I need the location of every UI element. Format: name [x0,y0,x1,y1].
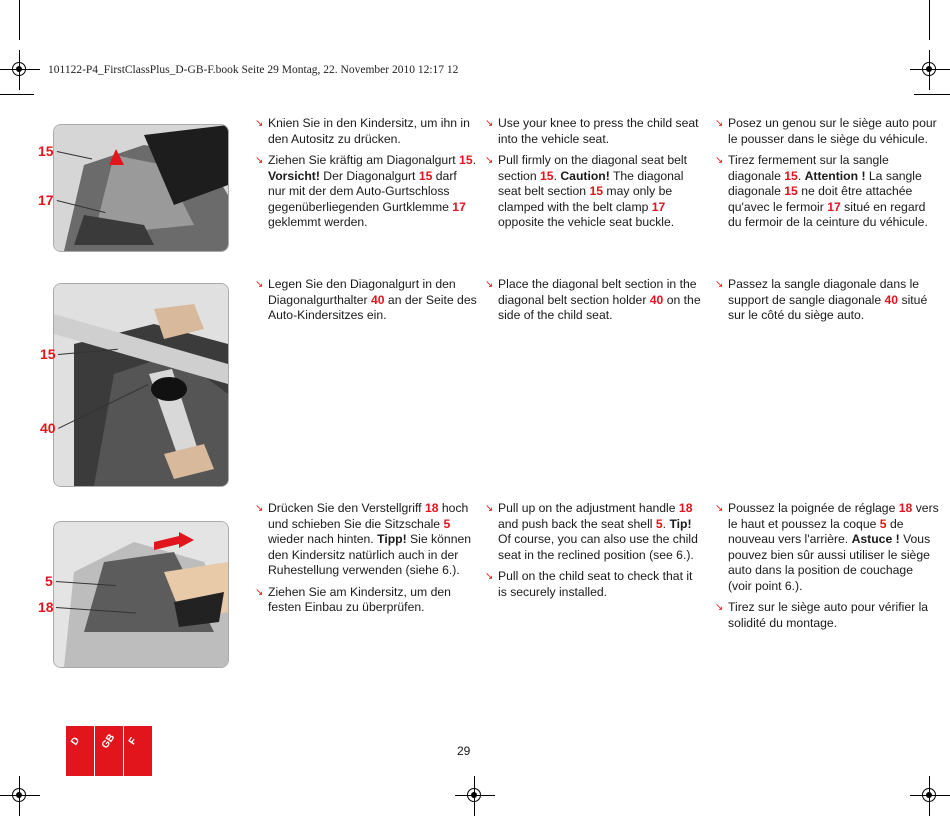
warning-label: Vorsicht! [268,168,320,183]
arrow-bullet-icon: ↘ [255,503,264,514]
part-number: 17 [452,199,466,214]
arrow-bullet-icon: ↘ [715,155,724,166]
instruction-text: Vous pouvez bien sûr aussi utiliser le siège auto dans la position de couchage (voir point 6.). [728,532,931,593]
registration-mark-bottom-right [910,776,950,816]
instruction-text: . [553,168,561,183]
instruction-text: ne doit être attachée qu'avec le fermoir [728,184,913,214]
instruction-item [255,501,477,579]
instruction-text: wieder nach hinten. [268,532,378,546]
instruction-text: on the side of the child seat. [498,292,701,322]
instruction-item [485,501,701,563]
instruction-text: . [662,516,670,531]
part-number: 15 [418,168,433,183]
instruction-text: Use your knee to press the child seat into the vehicle seat. [498,116,699,146]
instruction-text: Pull up on the adjustment handle [498,501,679,515]
section-2-fr [715,277,939,330]
instruction-item [485,116,701,147]
arrow-bullet-icon: ↘ [255,155,264,166]
part-number: 18 [898,501,913,515]
part-number: 40 [884,292,899,307]
instruction-text: Place the diagonal belt section in the diagonal belt section holder [498,277,697,307]
instruction-text: The diagonal seat belt section [498,168,684,198]
part-number: 15 [540,168,554,183]
photo-step-2 [53,283,229,487]
part-number: 5 [879,516,887,531]
instruction-text: Of course, you can also use the child seat in the reclined position (see 6.). [498,532,698,562]
arrow-bullet-icon: ↘ [715,503,724,514]
part-number: 15 [784,168,798,183]
callout-17: 17 [38,192,54,208]
lang-tab-label: D [69,735,83,748]
instruction-text: Ziehen Sie kräftig am Diagonalgurt [268,153,460,167]
instruction-text: Pull firmly on the diagonal seat belt section [498,153,688,183]
instruction-text: Poussez la poignée de réglage [728,501,899,515]
belt-holder-illustration [54,284,228,486]
instruction-text: darf nur mit der dem Auto-Gurtschloss gegenüberliegenden Gurtklemme [268,168,457,214]
arrow-bullet-icon: ↘ [485,118,494,129]
callout-15: 15 [38,143,54,159]
part-number: 40 [370,292,385,307]
trim-line [0,94,34,95]
registration-mark-top-left [0,50,40,90]
warning-label: Attention ! [804,168,866,183]
section-3-de [255,501,477,622]
page-number: 29 [457,744,471,758]
trim-line [929,0,930,40]
trim-line [19,0,20,40]
instruction-text: Drücken Sie den Verstellgriff [268,501,425,515]
registration-mark-bottom-left [0,776,40,816]
section-1-fr [715,116,939,237]
part-number: 40 [649,292,664,307]
lang-tab-d [66,726,94,776]
registration-mark-bottom-center [455,776,495,816]
section-2-de [255,277,477,330]
trim-line [914,94,950,95]
part-number: 17 [827,199,841,214]
instruction-item [255,585,477,616]
instruction-item [715,153,939,231]
instruction-item [715,501,939,594]
instruction-item [715,600,939,631]
part-number: 15 [459,153,473,167]
section-3-en [485,501,701,606]
registration-mark-top-right [910,50,950,90]
instruction-text: Legen Sie den Diagonalgurt in den Diagonalgurthalter [268,277,456,307]
instruction-text: may only be clamped with the belt clamp [498,184,673,214]
arrow-bullet-icon: ↘ [715,118,724,129]
arrow-bullet-icon: ↘ [485,503,494,514]
section-3-fr [715,501,939,637]
instruction-item [255,116,477,147]
print-header: 101122-P4_FirstClassPlus_D-GB-F.book Seite 29 Montag, 22. November 2010 12:17 12 [48,64,459,76]
photo-step-1 [53,124,229,252]
part-number: 15 [784,184,798,198]
instruction-item [255,277,477,324]
warning-label: Astuce ! [851,532,900,546]
warning-label: Tip! [669,516,692,531]
warning-label: Tipp! [377,532,407,546]
instruction-text: geklemmt werden. [268,215,368,229]
instruction-text: Der Diagonalgurt [319,168,419,183]
lang-tab-label: F [126,735,140,748]
arrow-bullet-icon: ↘ [485,155,494,166]
warning-label: Caution! [560,168,610,183]
instruction-item [485,277,701,324]
section-1-en [485,116,701,237]
arrow-bullet-icon: ↘ [255,279,264,290]
instruction-text: Ziehen Sie am Kindersitz, um den festen Einbau zu überprüfen. [268,584,451,614]
instruction-text: Tirez fermement sur la sangle diagonale [728,153,889,183]
instruction-text: La sangle diagonale [728,168,922,198]
instruction-item [715,277,939,324]
lang-tab-label: GB [99,732,118,751]
lang-tab-f [124,726,152,776]
part-number: 17 [651,199,666,214]
callout-18: 18 [38,599,54,615]
instruction-text: Knien Sie in den Kindersitz, um ihn in den Autositz zu drücken. [268,116,470,146]
arrow-bullet-icon: ↘ [485,279,494,290]
seat-adjust-illustration [54,522,228,667]
instruction-text: . [797,168,805,183]
arrow-bullet-icon: ↘ [715,602,724,613]
part-number: 5 [655,516,663,531]
instruction-text: situé sur le côté du siège auto. [728,292,928,322]
instruction-item [485,153,701,231]
instruction-item [485,569,701,600]
photo-step-3 [53,521,229,668]
instruction-text: de nouveau vers l'arrière. [728,516,904,546]
part-number: 18 [424,501,439,515]
instruction-item [715,116,939,147]
callout-40: 40 [40,420,56,436]
part-number: 18 [678,501,693,515]
arrow-bullet-icon: ↘ [255,586,264,598]
instruction-text: hoch und schieben Sie die Sitzschale [268,501,469,531]
part-number: 5 [443,516,451,531]
instruction-text: opposite the vehicle seat buckle. [498,215,675,229]
instruction-text: Sie können den Kindersitz natürlich auch in der Ruhestellung verwenden (siehe 6.). [268,532,472,577]
lang-tab-gb [95,726,123,776]
instruction-text: vers le haut et poussez la coque [728,501,939,531]
instruction-item [255,153,477,231]
child-seat-illustration [54,125,228,251]
part-number: 15 [589,184,604,198]
callout-15: 15 [40,346,56,362]
instruction-text: Posez un genou sur le siège auto pour le pousser dans le siège du véhicule. [728,116,937,146]
instruction-text: . [472,153,476,167]
instruction-text: Passez la sangle diagonale dans le support de sangle diagonale [728,277,920,307]
arrow-bullet-icon: ↘ [485,571,494,582]
section-2-en [485,277,701,330]
instruction-text: and push back the seat shell [498,516,656,531]
instruction-text: Tirez sur le siège auto pour vérifier la solidité du montage. [728,600,929,630]
section-1-de [255,116,477,237]
instruction-text: situé en regard du fermoir de la ceinture du véhicule. [728,199,928,229]
arrow-bullet-icon: ↘ [255,118,264,129]
arrow-bullet-icon: ↘ [715,279,724,290]
callout-5: 5 [45,573,53,589]
instruction-text: an der Seite des Auto-Kindersitzes ein. [268,292,477,322]
instruction-text: Pull on the child seat to check that it is securely installed. [498,569,693,599]
